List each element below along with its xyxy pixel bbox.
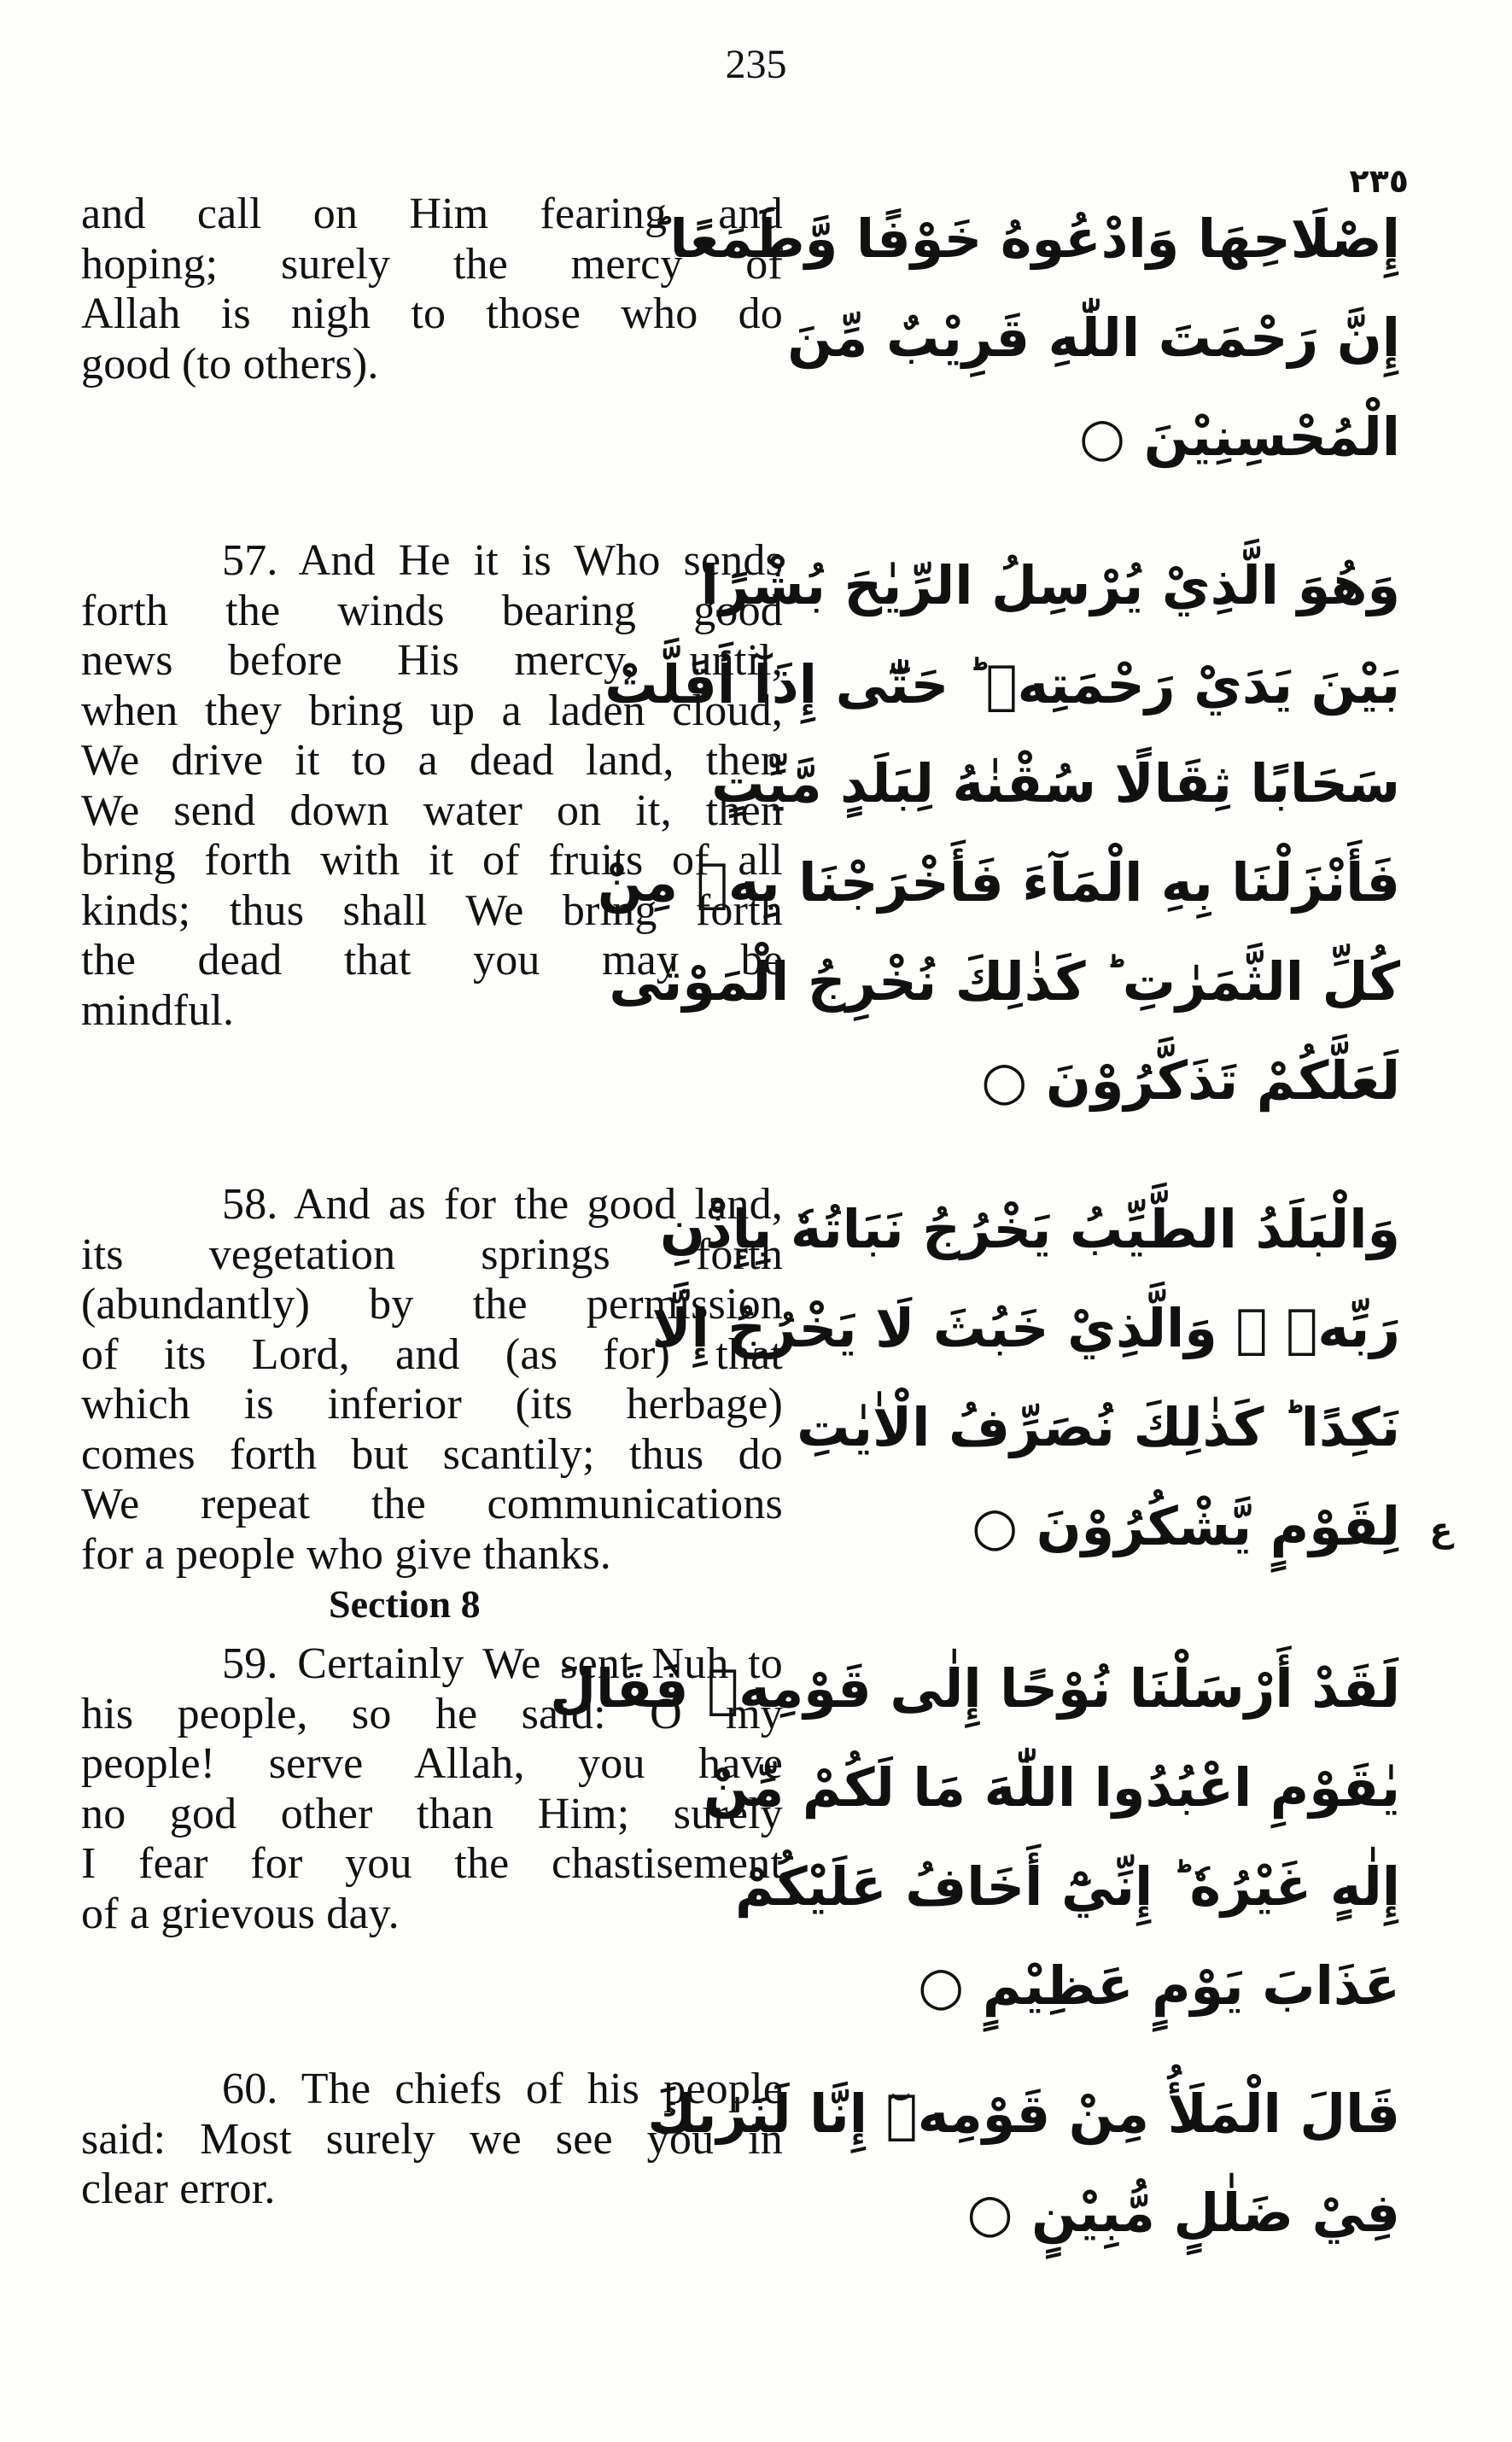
text-line: hoping; surely the mercy of: [81, 239, 783, 289]
arabic-block-55-continuation: [651, 190, 1400, 487]
arabic-line: وَهُوَ الَّذِيْ يُرْسِلُ الرِّيٰحَ بُشْرًا: [700, 554, 1400, 616]
text-line: kinds; thus shall We bring forth: [81, 885, 783, 935]
arabic-line: كُلِّ الثَّمَرٰتِ ؕ كَذٰلِكَ نُخْرِجُ الْمَوْتٰى: [609, 950, 1400, 1013]
text-line: good (to others).: [81, 339, 379, 388]
section-heading: Section 8: [329, 1582, 481, 1626]
text-line: clear error.: [81, 2164, 276, 2213]
text-line: We repeat the communications: [81, 1480, 783, 1528]
text-line: (abundantly) by the permission: [81, 1280, 783, 1329]
text-line: when they bring up a laden cloud,: [81, 686, 783, 735]
arabic-line: فِيْ ضَلٰلٍ مُّبِيْنٍ ○: [966, 2182, 1400, 2244]
text-line: bring forth with it of fruits of all: [81, 836, 783, 885]
text-line: I fear for you the chastisement: [81, 1839, 783, 1888]
arabic-line: لِقَوْمٍ يَّشْكُرُوْنَ ○: [972, 1495, 1400, 1557]
arabic-verse-60: [647, 2065, 1400, 2263]
verse-start-line: 57. And He it is Who sends: [222, 536, 783, 585]
arabic-line: إِلٰهٍ غَيْرُهٗ ؕ إِنِّيْٓ أَخَافُ عَلَيْكُمْ: [734, 1855, 1400, 1918]
text-line: and call on Him fearing and: [81, 190, 783, 238]
text-line: news before His mercy, until,: [81, 636, 783, 685]
text-line: of a grievous day.: [81, 1889, 400, 1938]
arabic-line: إِنَّ رَحْمَتَ اللّٰهِ قَرِيْبٌ مِّنَ: [787, 307, 1400, 369]
text-line: mindful.: [81, 985, 235, 1035]
arabic-line: إِصْلَاحِهَا وَادْعُوهُ خَوْفًا وَّطَمَعًا ؕ: [651, 207, 1400, 270]
arabic-verse-57: [597, 536, 1400, 1130]
text-line: his people, so he said: O my: [81, 1689, 783, 1738]
arabic-line: فَأَنْزَلْنَا بِهِ الْمَآءَ فَأَخْرَجْنَا بِهٖ مِنْ: [597, 851, 1400, 914]
text-line: comes forth but scantily; thus do: [81, 1429, 783, 1479]
arabic-line: يٰقَوْمِ اعْبُدُوا اللّٰهَ مَا لَكُمْ مِّنْ: [703, 1756, 1400, 1819]
text-line: of its Lord, and (as for) that: [81, 1329, 783, 1379]
arabic-line: نَكِدًا ؕ كَذٰلِكَ نُصَرِّفُ الْاٰيٰتِ: [797, 1396, 1400, 1458]
text-line: for a people who give thanks.: [81, 1529, 611, 1579]
text-line: which is inferior (its herbage): [81, 1380, 783, 1428]
verse-start-line: 60. The chiefs of his people: [222, 2065, 783, 2113]
text-line: people! serve Allah, you have: [81, 1739, 783, 1788]
text-line: no god other than Him; surely: [81, 1789, 783, 1838]
arabic-page-number: ٢٣٥: [1349, 162, 1409, 200]
arabic-line: الْمُحْسِنِيْنَ ○: [1079, 406, 1400, 468]
ruku-margin-mark: ع: [1429, 1510, 1453, 1550]
arabic-line: لَقَدْ أَرْسَلْنَا نُوْحًا إِلٰى قَوْمِهٖ فَقَالَ: [550, 1657, 1400, 1720]
arabic-line: عَذَابَ يَوْمٍ عَظِيْمٍ ○: [918, 1954, 1400, 2017]
arabic-line: قَالَ الْمَلَأُ مِنْ قَوْمِهٖٓ إِنَّا لَنَرٰىكَ: [647, 2083, 1400, 2145]
text-line: We drive it to a dead land, then: [81, 736, 783, 785]
arabic-line: لَعَلَّكُمْ تَذَكَّرُوْنَ ○: [981, 1049, 1400, 1112]
text-line: Allah is nigh to those who do: [81, 289, 783, 338]
arabic-line: رَبِّهٖ ۚ وَالَّذِيْ خَبُثَ لَا يَخْرُجُ إِلَّا: [651, 1297, 1400, 1359]
verse-start-line: 59. Certainly We sent Nuh to: [222, 1639, 783, 1688]
text-line: We send down water on it, then: [81, 786, 783, 835]
arabic-line: وَالْبَلَدُ الطَّيِّبُ يَخْرُجُ نَبَاتُهٗ بِإِذْنِ: [660, 1198, 1400, 1260]
arabic-verse-59: [550, 1639, 1400, 2036]
text-line: its vegetation springs forth: [81, 1230, 783, 1279]
verse-start-line: 58. And as for the good land,: [222, 1180, 783, 1229]
arabic-line: سَحَابًا ثِقَالًا سُقْنٰهُ لِبَلَدٍ مَّيِّتٍ: [711, 752, 1400, 815]
text-line: the dead that you may be: [81, 936, 783, 984]
text-line: said: Most surely we see you in: [81, 2114, 783, 2164]
text-line: forth the winds bearing good: [81, 586, 783, 635]
arabic-line: بَيْنَ يَدَيْ رَحْمَتِهٖ ؕ حَتّٰٓى إِذَآ أَقَلَّتْ: [604, 653, 1400, 716]
page-number: 235: [725, 42, 787, 87]
arabic-verse-58: [651, 1180, 1400, 1576]
